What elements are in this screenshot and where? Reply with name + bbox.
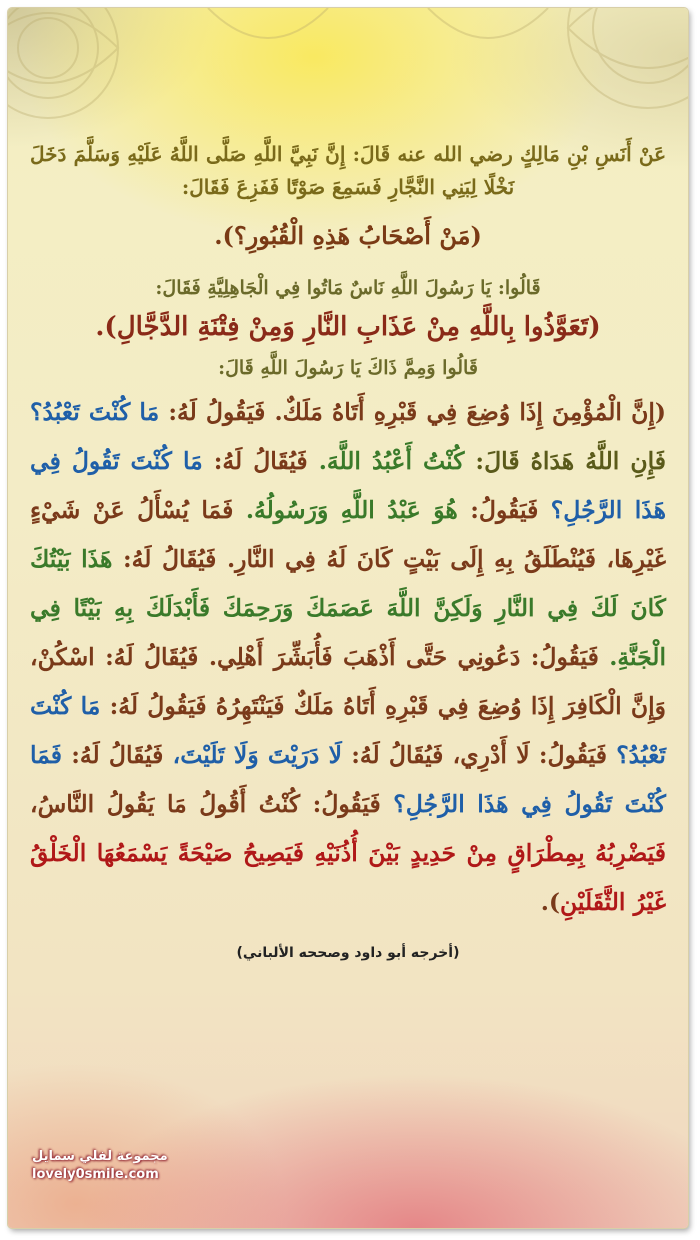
watermark	[32, 1148, 232, 1184]
body-segment: فَيُقَالُ لَهُ:	[202, 447, 308, 475]
body-segment: لَا دَرَيْتَ وَلَا تَلَيْتَ،	[163, 741, 342, 769]
companions-question-2: قَالُوا وَمِمَّ ذَاكَ يَا رَسُولَ اللَّهِ قَالَ:	[218, 357, 478, 379]
body-segment: فَيَقُولُ: دَعُونِي حَتَّى أَذْهَبَ فَأُبَشِّرَ أَهْلِي. فَيُقَالُ لَهُ: اسْكُنْ، وَإِنَّ الْكَافِرَ إِذَا وُضِعَ فِي قَبْرِهِ أَتَاهُ مَلَكٌ فَيَنْتَهِرُهُ فَيَقُولُ لَهُ:	[30, 643, 666, 720]
body-segment: كُنْتُ أَعْبُدُ اللَّهَ.	[307, 447, 465, 475]
card-frame	[8, 8, 688, 1228]
watermark-arabic: مجموعة لفلي سمايل	[32, 1149, 168, 1164]
body-segment: مَا كُنْتَ تَعْبُدُ؟	[30, 398, 160, 426]
body-segment: فَيَقُولُ:	[457, 496, 539, 524]
hadith-body	[30, 388, 666, 927]
companions-question-1: قَالُوا: يَا رَسُولَ اللَّهِ نَاسٌ مَاتُوا فِي الْجَاهِلِيَّةِ فَقَالَ:	[155, 277, 541, 299]
hadith-text	[30, 138, 666, 961]
body-segment: ).	[540, 888, 561, 916]
body-segment: فَمَا كُنْتَ تَقُولُ فِي هَذَا الرَّجُلِ؟	[30, 741, 666, 818]
body-segment: فَيَقُولُ: لَا أَدْرِي، فَيُقَالُ لَهُ:	[342, 741, 607, 769]
body-segment: (إِنَّ الْمُؤْمِنَ إِذَا وُضِعَ فِي قَبْرِهِ أَتَاهُ مَلَكٌ. فَيَقُولُ لَهُ:	[159, 398, 666, 426]
body-segment: فَيَقُولُ: كُنْتُ أَقُولُ مَا يَقُولُ النَّاسُ،	[30, 790, 381, 818]
body-segment: مَا كُنْتَ تَعْبُدُ؟	[30, 692, 666, 769]
body-segment: مَا كُنْتَ تَقُولُ فِي هَذَا الرَّجُلِ؟	[30, 447, 666, 524]
body-segment: هَذَا بَيْتُكَ كَانَ لَكَ فِي النَّارِ وَلَكِنَّ اللَّهَ عَصَمَكَ وَرَحِمَكَ فَأَبْدَلَكَ بِهِ بَيْتًا فِي الْجَنَّةِ.	[30, 545, 666, 671]
hadith-intro: عَنْ أَنَسِ بْنِ مَالِكٍ رضي الله عنه قَالَ: إِنَّ نَبِيَّ اللَّهِ صَلَّى اللَّهُ عَلَيْهِ وَسَلَّمَ دَخَلَ نَخْلًا لِبَنِي النَّجَّارِ فَسَمِعَ صَوْتًا فَفَزِعَ فَقَالَ:	[30, 142, 666, 199]
hadith-quote-1: (مَنْ أَصْحَابُ هَذِهِ الْقُبُورِ؟).	[214, 221, 482, 250]
body-segment: فَيُقَالُ لَهُ:	[61, 741, 164, 769]
watermark-url: lovely0smile.com	[32, 1167, 159, 1182]
body-segment: هُوَ عَبْدُ اللَّهِ وَرَسُولُهُ.	[233, 496, 458, 524]
body-segment: فَيَضْرِبُهُ بِمِطْرَاقٍ مِنْ حَدِيدٍ بَيْنَ أُذُنَيْهِ فَيَصِيحُ صَيْحَةً يَسْمَعُهَا الْخَلْقُ غَيْرُ الثَّقَلَيْنِ	[30, 839, 666, 916]
body-segment: فَإِنِ اللَّهُ هَدَاهُ قَالَ:	[464, 447, 666, 475]
hadith-source: (أخرجه أبو داود وصححه الألباني)	[236, 945, 460, 961]
body-segment: فَمَا يُسْأَلُ عَنْ شَيْءٍ غَيْرِهَا، فَيُنْطَلَقُ بِهِ إِلَى بَيْتٍ كَانَ لَهُ فِي النَّارِ. فَيُقَالُ لَهُ:	[30, 496, 666, 573]
hadith-quote-2: (تَعَوَّذُوا بِاللَّهِ مِنْ عَذَابِ النَّارِ وَمِنْ فِتْنَةِ الدَّجَّالِ).	[95, 312, 601, 342]
